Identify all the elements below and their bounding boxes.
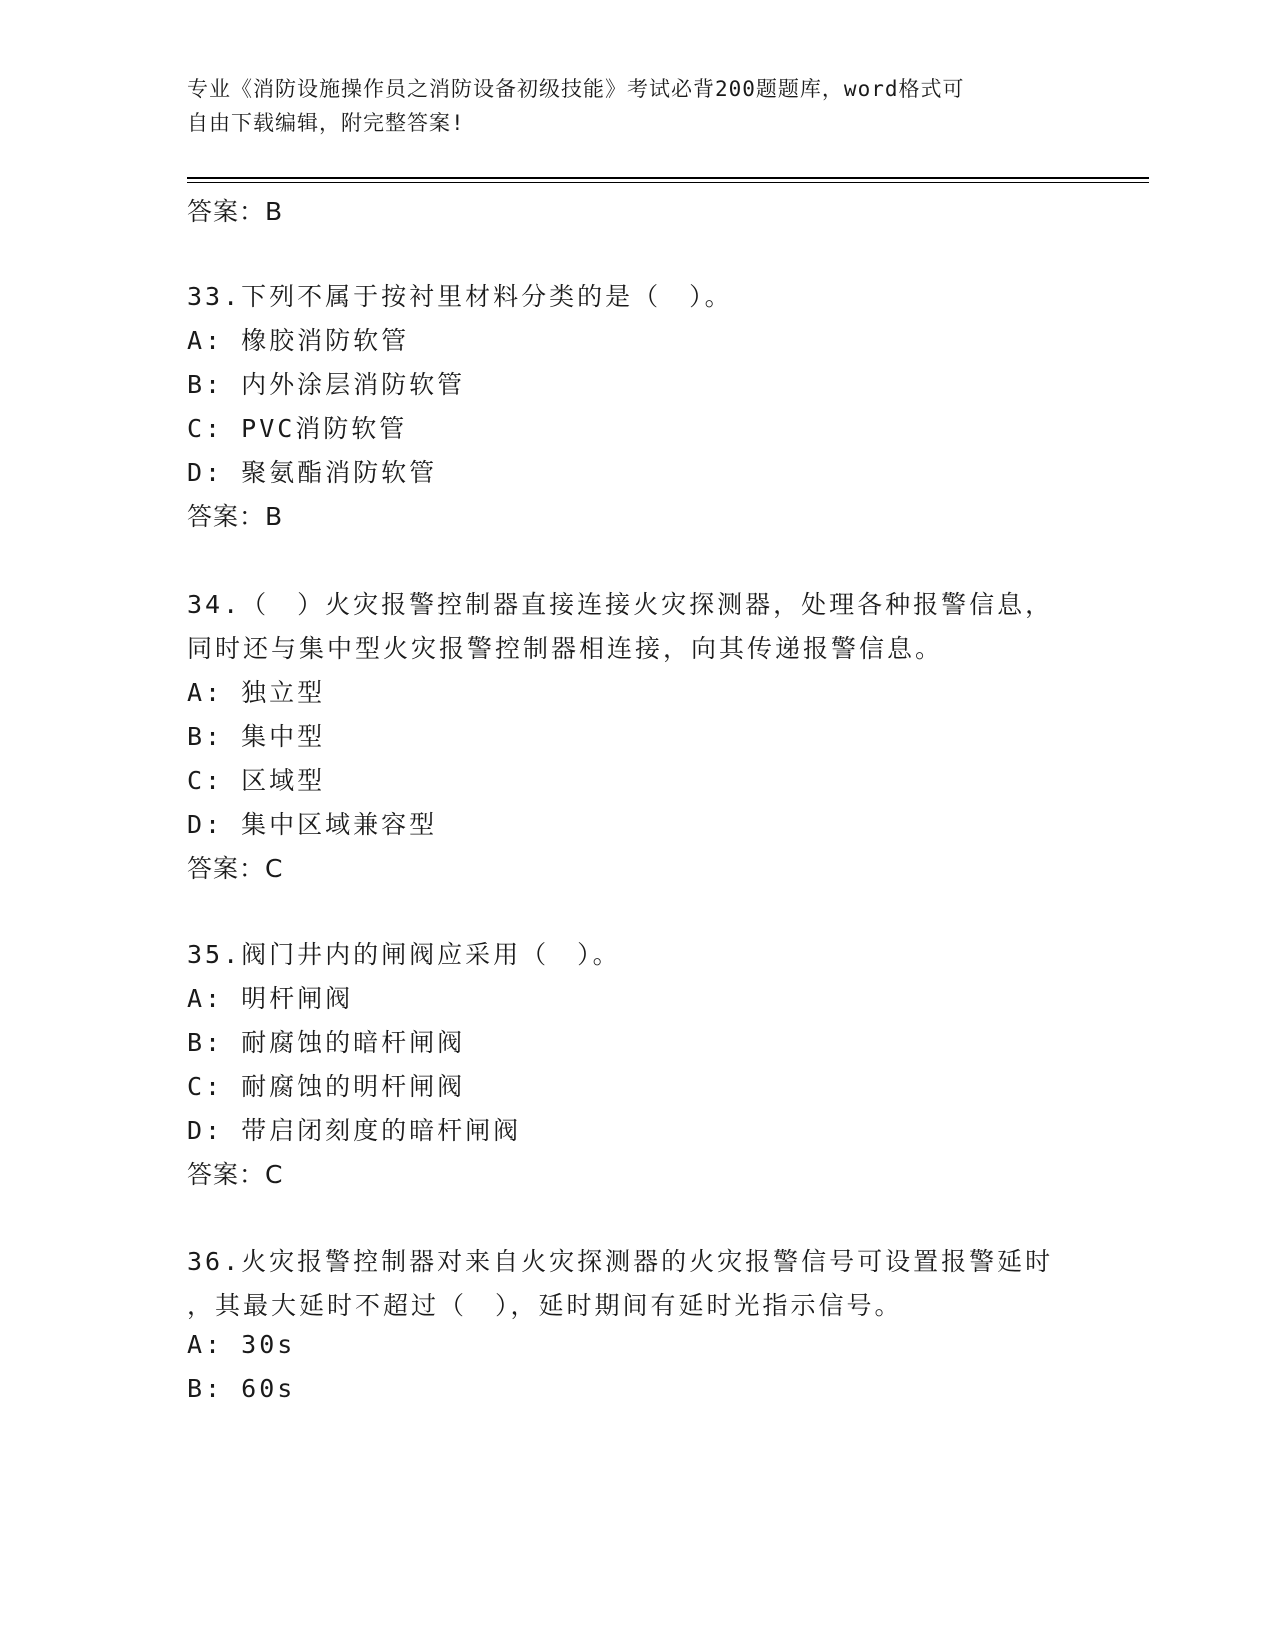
header-divider-thick: [187, 177, 1149, 179]
question-35-option-a: A: 明杆闸阀: [187, 984, 354, 1013]
header-line-1: 专业《消防设施操作员之消防设备初级技能》考试必背200题题库，word格式可: [187, 77, 965, 101]
question-33-option-b: B: 内外涂层消防软管: [187, 370, 466, 399]
question-34-stem-line-1: 34.（ ）火灾报警控制器直接连接火灾探测器，处理各种报警信息，: [187, 590, 1054, 619]
question-35-option-b: B: 耐腐蚀的暗杆闸阀: [187, 1028, 466, 1057]
question-33-answer: 答案：B: [187, 502, 284, 531]
question-33-option-c: C: PVC消防软管: [187, 414, 408, 443]
question-35-option-c: C: 耐腐蚀的明杆闸阀: [187, 1072, 466, 1101]
document-header: [187, 72, 1067, 140]
question-35-option-d: D: 带启闭刻度的暗杆闸阀: [187, 1116, 522, 1145]
question-36-option-a: A: 30s: [187, 1330, 296, 1359]
question-36-option-b: B: 60s: [187, 1374, 296, 1403]
question-33-option-a: A: 橡胶消防软管: [187, 326, 410, 355]
header-line-2: 自由下载编辑，附完整答案!: [187, 111, 465, 135]
question-36-stem-line-1: 36.火灾报警控制器对来自火灾探测器的火灾报警信号可设置报警延时: [187, 1247, 1054, 1276]
question-36-stem-line-2: ，其最大延时不超过（ ），延时期间有延时光指示信号。: [187, 1291, 903, 1320]
question-34-stem-line-2: 同时还与集中型火灾报警控制器相连接，向其传递报警信息。: [187, 634, 944, 663]
question-35-answer: 答案：C: [187, 1160, 284, 1189]
question-34-option-a: A: 独立型: [187, 678, 326, 707]
question-33-option-d: D: 聚氨酯消防软管: [187, 458, 438, 487]
answer-line: 答案：B: [187, 197, 284, 226]
header-divider-thin: [187, 182, 1149, 183]
question-33-stem: 33.下列不属于按衬里材料分类的是（ ）。: [187, 282, 733, 311]
question-34-option-d: D: 集中区域兼容型: [187, 810, 438, 839]
question-34-answer: 答案：C: [187, 854, 284, 883]
question-34-option-b: B: 集中型: [187, 722, 326, 751]
question-35-stem: 35.阀门井内的闸阀应采用（ ）。: [187, 940, 621, 969]
question-34-option-c: C: 区域型: [187, 766, 326, 795]
